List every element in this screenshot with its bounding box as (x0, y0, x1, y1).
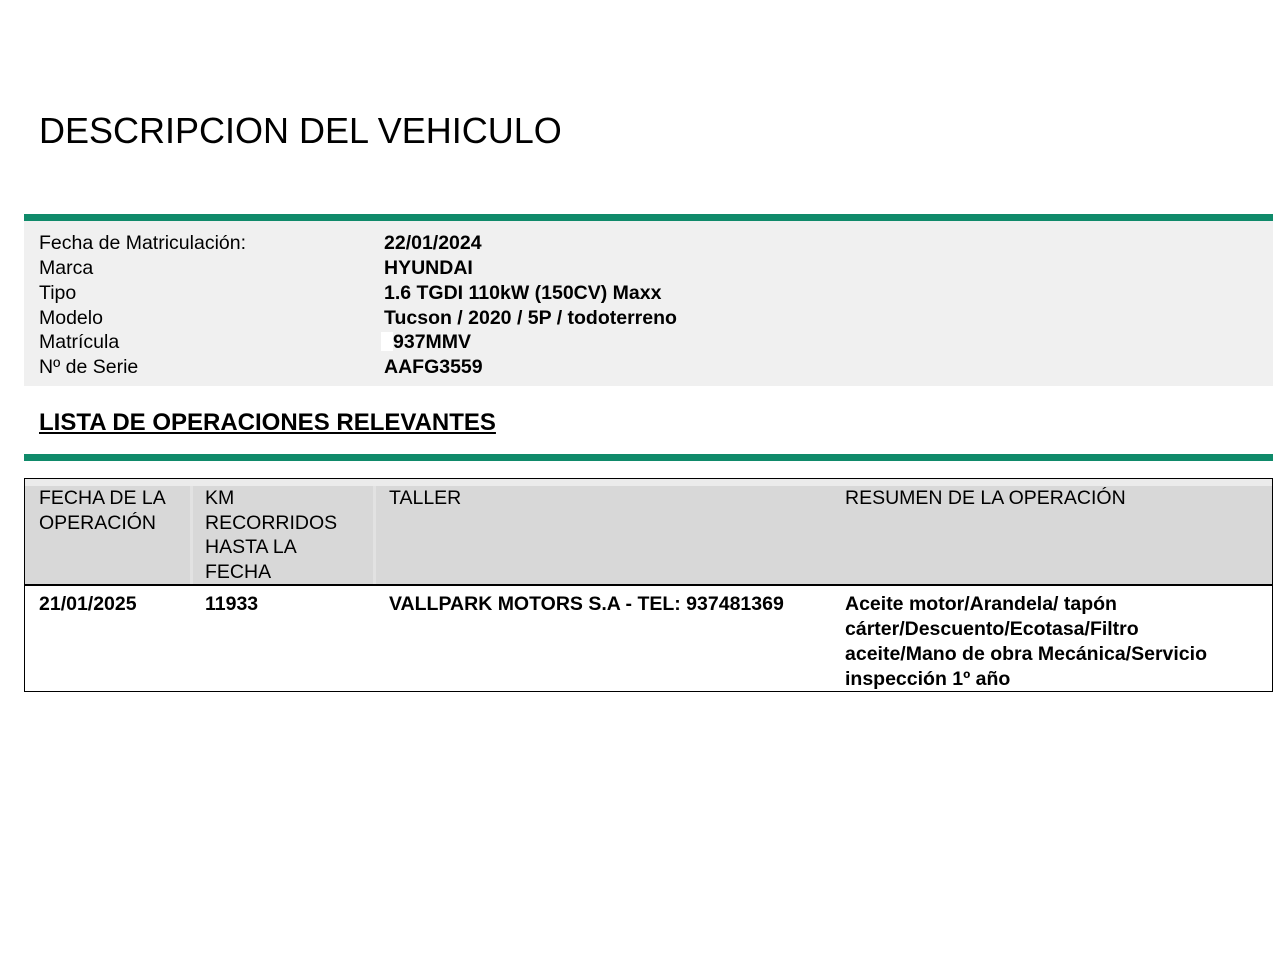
type-value: 1.6 TGDI 110kW (150CV) Maxx (384, 282, 662, 304)
brand-label: Marca (39, 257, 94, 279)
column-separator (190, 486, 193, 584)
row-summary: Aceite motor/Arandela/ tapón cárter/Descuento/Ecotasa/Filtro aceite/Mano de obra Mecánica/Servicio inspección 1º año (845, 593, 1207, 690)
info-row-type (24, 281, 1273, 306)
plate-label: Matrícula (39, 331, 120, 353)
info-row-model (24, 306, 1273, 331)
green-divider-operations (24, 454, 1273, 461)
registration-date-value: 22/01/2024 (384, 232, 482, 254)
info-row-serial (24, 355, 1273, 380)
plate-value-wrapper (384, 330, 471, 355)
info-row-registration-date (24, 231, 1273, 256)
header-top-strip (25, 479, 1272, 486)
row-km: 11933 (205, 593, 259, 615)
row-date: 21/01/2025 (39, 593, 137, 615)
type-label: Tipo (39, 282, 77, 304)
header-date: FECHA DE LA OPERACIÓN (39, 487, 165, 534)
operations-section-title: LISTA DE OPERACIONES RELEVANTES (39, 409, 496, 436)
brand-value: HYUNDAI (384, 257, 473, 279)
header-km: KM RECORRIDOS HASTA LA FECHA (205, 487, 338, 583)
vehicle-info-panel (24, 221, 1273, 386)
row-workshop: VALLPARK MOTORS S.A - TEL: 937481369 (389, 593, 784, 615)
model-value: Tucson / 2020 / 5P / todoterreno (384, 307, 677, 329)
operations-table (24, 478, 1273, 692)
info-row-brand (24, 256, 1273, 281)
header-summary: RESUMEN DE LA OPERACIÓN (845, 487, 1126, 509)
header-workshop: TALLER (389, 487, 462, 509)
info-row-plate (24, 330, 1273, 355)
document-title: DESCRIPCION DEL VEHICULO (39, 110, 562, 151)
serial-value: AAFG3559 (384, 356, 483, 378)
plate-redaction-mask (381, 332, 393, 351)
plate-value: 937MMV (393, 331, 472, 353)
green-divider-top (24, 214, 1273, 221)
registration-date-label: Fecha de Matriculación: (39, 232, 247, 254)
model-label: Modelo (39, 307, 103, 329)
operations-table-header (25, 479, 1272, 586)
column-separator (373, 486, 376, 584)
serial-label: Nº de Serie (39, 356, 139, 378)
